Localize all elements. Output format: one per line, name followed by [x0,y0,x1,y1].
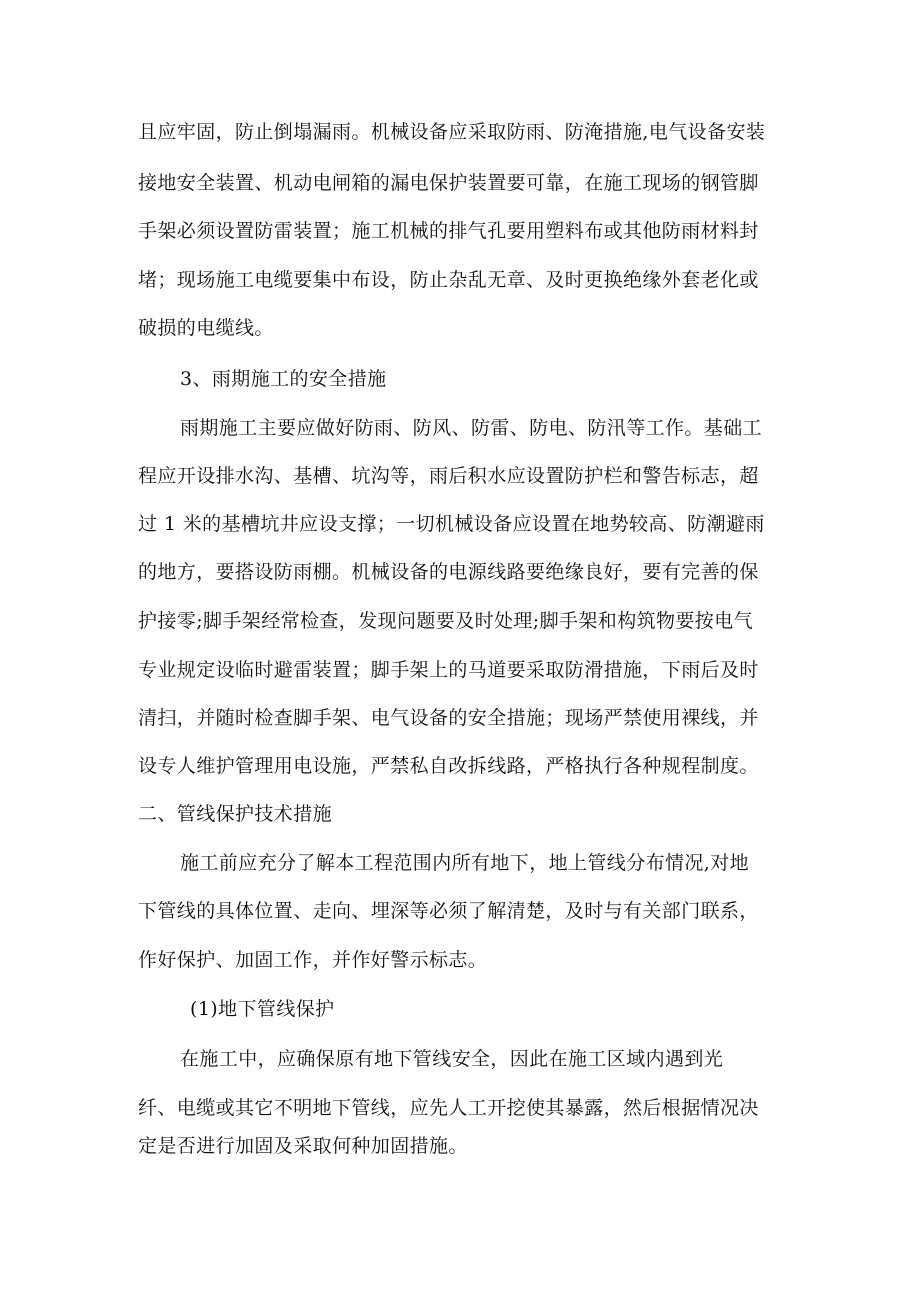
section-heading-rainy-season-safety: 3、雨期施工的安全措施 [180,368,387,390]
paragraph-line: 的地方，要搭设防雨棚。机械设备的电源线路要绝缘良好，要有完善的保 [138,561,759,583]
paragraph-line: 施工前应充分了解本工程范围内所有地下，地上管线分布情况,对地 [180,852,750,874]
paragraph-line: 程应开设排水沟、基槽、坑沟等，雨后积水应设置防护栏和警告标志，超 [138,465,759,487]
paragraph-line: 且应牢固，防止倒塌漏雨。机械设备应采取防雨、防淹措施,电气设备安装 [138,121,766,143]
paragraph-line: 下管线的具体位置、走向、埋深等必须了解清楚，及时与有关部门联系， [138,900,759,922]
paragraph-line: 在施工中，应确保原有地下管线安全，因此在施工区域内遇到光 [180,1048,724,1070]
paragraph-line: 纤、电缆或其它不明地下管线，应先人工开挖使其暴露，然后根据情况决 [138,1097,759,1119]
section-heading-pipeline-protection: 二、管线保护技术措施 [138,803,333,825]
paragraph-line: 雨期施工主要应做好防雨、防风、防雷、防电、防汛等工作。基础工 [180,417,763,439]
paragraph-line: 堵；现场施工电缆要集中布设，防止杂乱无章、及时更换绝缘外套老化或 [138,269,759,291]
subsection-heading-underground-pipeline: (1)地下管线保护 [190,998,335,1020]
paragraph-line: 作好保护、加固工作，并作好警示标志。 [138,949,488,971]
paragraph-line: 护接零;脚手架经常检查，发现问题要及时处理;脚手架和构筑物要按电气 [138,610,754,632]
paragraph-line: 定是否进行加固及采取何种加固措施。 [138,1135,468,1157]
paragraph-line: 破损的电缆线。 [138,317,274,339]
paragraph-line: 手架必须设置防雷装置；施工机械的排气孔要用塑料布或其他防雨材料封 [138,220,759,242]
paragraph-line: 专业规定设临时避雷装置；脚手架上的马道要采取防滑措施，下雨后及时 [138,659,759,681]
paragraph-line: 清扫，并随时检查脚手架、电气设备的安全措施；现场严禁使用裸线，并 [138,707,759,729]
paragraph-line: 设专人维护管理用电设施，严禁私自改拆线路，严格执行各种规程制度。 [138,755,759,777]
paragraph-line: 过 1 米的基槽坑井应设支撑；一切机械设备应设置在地势较高、防潮避雨 [138,513,765,535]
paragraph-line: 接地安全装置、机动电闸箱的漏电保护装置要可靠，在施工现场的钢管脚 [138,172,759,194]
